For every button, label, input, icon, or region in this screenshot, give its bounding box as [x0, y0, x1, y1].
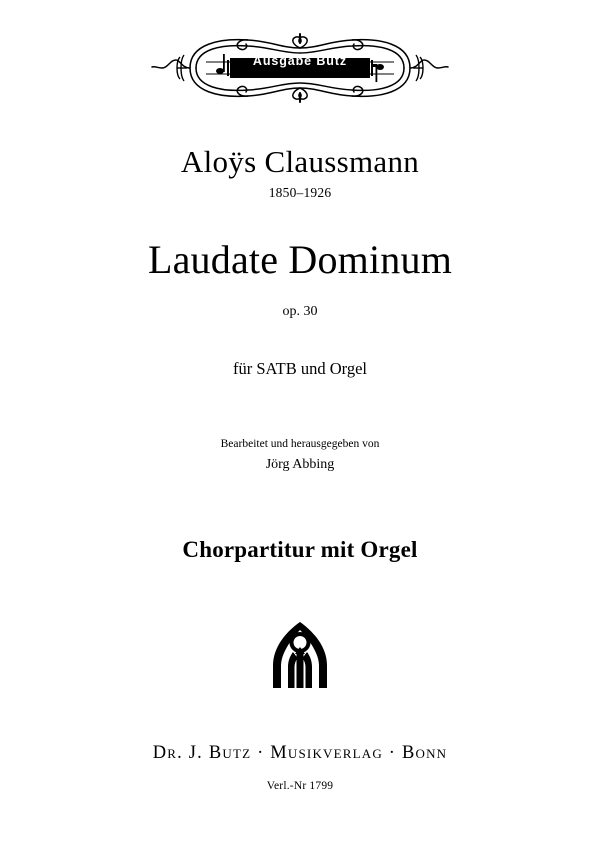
editor-name: Jörg Abbing — [265, 457, 335, 472]
opus-number: op. 30 — [282, 304, 318, 319]
left-note-icon — [216, 54, 225, 74]
edition-type: Chorpartitur mit Orgel — [182, 537, 418, 562]
scoring-line: für SATB und Orgel — [233, 359, 367, 378]
editor-credit-prefix: Bearbeitet und herausgegeben von — [220, 438, 380, 450]
catalog-number: Verl.-Nr 1799 — [266, 780, 334, 792]
ausgabe-butz-banner-icon — [150, 30, 450, 106]
banner-bar — [230, 58, 370, 78]
left-note-ornament-icon — [177, 55, 187, 81]
work-title: Laudate Dominum — [147, 237, 453, 282]
right-note-icon — [372, 64, 384, 82]
publisher-line: Dr. J. Butz · Musikverlag · Bonn — [152, 743, 448, 763]
publisher-mark — [267, 620, 333, 688]
series-logo-label: Ausgabe Butz — [252, 54, 348, 68]
right-note-ornament-icon — [413, 55, 423, 81]
composer-dates: 1850–1926 — [268, 185, 332, 200]
gothic-arch-window-icon — [267, 620, 333, 688]
series-logo — [150, 30, 450, 106]
composer-name: Aloÿs Claussmann — [180, 144, 420, 179]
